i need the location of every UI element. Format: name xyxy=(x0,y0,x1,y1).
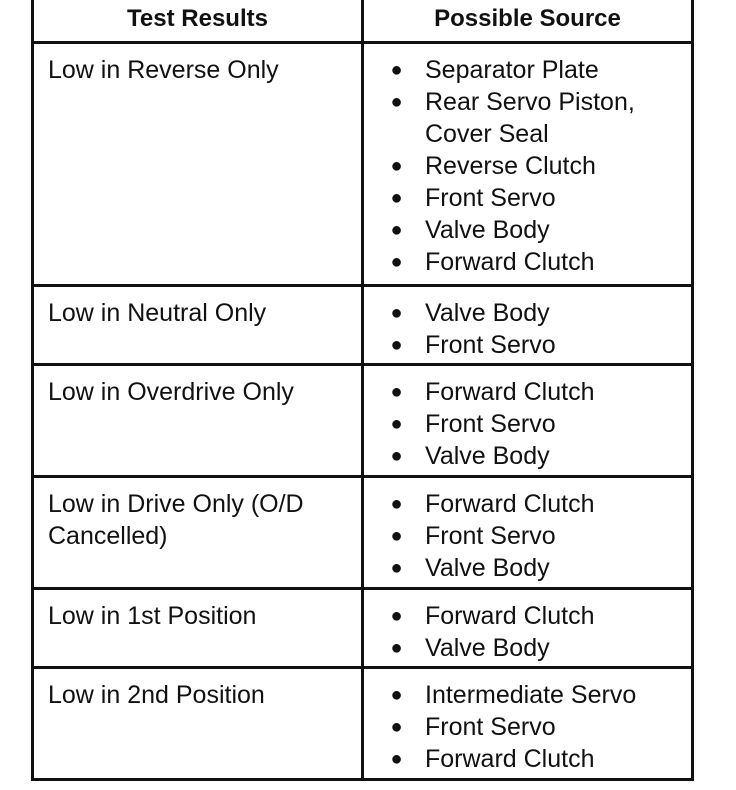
possible-source-cell xyxy=(364,366,691,475)
table-row xyxy=(34,41,691,284)
list-item xyxy=(364,488,691,520)
source-text: Valve Body xyxy=(425,442,550,470)
bullet-icon: ● xyxy=(390,684,403,706)
bullet-icon: ● xyxy=(390,381,403,403)
header-test-results: Test Results xyxy=(34,0,364,41)
test-result-cell: Low in Neutral Only xyxy=(34,287,364,363)
source-text: Rear Servo Piston, Cover Seal xyxy=(425,88,635,148)
source-text: Valve Body xyxy=(425,554,550,582)
list-item xyxy=(364,679,691,711)
test-result-cell: Low in Overdrive Only xyxy=(34,366,364,475)
bullet-icon: ● xyxy=(390,748,403,770)
list-item xyxy=(364,86,691,150)
test-result-cell: Low in 2nd Position xyxy=(34,669,364,778)
list-item xyxy=(364,552,691,584)
bullet-icon: ● xyxy=(390,91,403,113)
source-text: Forward Clutch xyxy=(425,248,595,276)
list-item xyxy=(364,246,691,278)
source-text: Forward Clutch xyxy=(425,490,595,518)
bullet-icon: ● xyxy=(390,493,403,515)
bullet-icon: ● xyxy=(390,334,403,356)
possible-source-cell xyxy=(364,44,691,284)
list-item xyxy=(364,600,691,632)
source-text: Front Servo xyxy=(425,184,556,212)
list-item xyxy=(364,182,691,214)
test-result-cell: Low in Reverse Only xyxy=(34,44,364,284)
bullet-icon: ● xyxy=(390,413,403,435)
possible-source-cell xyxy=(364,478,691,587)
list-item xyxy=(364,711,691,743)
list-item xyxy=(364,329,691,361)
bullet-icon: ● xyxy=(390,716,403,738)
source-text: Valve Body xyxy=(425,634,550,662)
possible-source-cell xyxy=(364,669,691,778)
source-text: Forward Clutch xyxy=(425,745,595,773)
source-list xyxy=(364,54,691,278)
list-item xyxy=(364,54,691,86)
bullet-icon: ● xyxy=(390,59,403,81)
table-row xyxy=(34,363,691,475)
source-text: Front Servo xyxy=(425,410,556,438)
test-result-cell: Low in Drive Only (O/D Cancelled) xyxy=(34,478,364,587)
source-list xyxy=(364,600,691,664)
bullet-icon: ● xyxy=(390,637,403,659)
possible-source-cell xyxy=(364,287,691,363)
source-list xyxy=(364,376,691,472)
source-text: Separator Plate xyxy=(425,56,599,84)
list-item xyxy=(364,408,691,440)
table-row xyxy=(34,666,691,778)
source-text: Forward Clutch xyxy=(425,378,595,406)
bullet-icon: ● xyxy=(390,605,403,627)
source-text: Intermediate Servo xyxy=(425,681,637,709)
list-item xyxy=(364,214,691,246)
table-row xyxy=(34,475,691,587)
source-list xyxy=(364,488,691,584)
possible-source-cell xyxy=(364,590,691,666)
bullet-icon: ● xyxy=(390,155,403,177)
table-header-row xyxy=(34,0,691,41)
source-text: Front Servo xyxy=(425,331,556,359)
diagnosis-table xyxy=(31,0,694,781)
table-row xyxy=(34,284,691,363)
bullet-icon: ● xyxy=(390,187,403,209)
source-text: Forward Clutch xyxy=(425,602,595,630)
bullet-icon: ● xyxy=(390,219,403,241)
bullet-icon: ● xyxy=(390,557,403,579)
list-item xyxy=(364,297,691,329)
bullet-icon: ● xyxy=(390,525,403,547)
source-text: Valve Body xyxy=(425,299,550,327)
bullet-icon: ● xyxy=(390,445,403,467)
test-result-cell: Low in 1st Position xyxy=(34,590,364,666)
bullet-icon: ● xyxy=(390,251,403,273)
source-text: Reverse Clutch xyxy=(425,152,596,180)
list-item xyxy=(364,632,691,664)
list-item xyxy=(364,440,691,472)
header-possible-source: Possible Source xyxy=(434,5,621,32)
bullet-icon: ● xyxy=(390,302,403,324)
source-list xyxy=(364,297,691,361)
list-item xyxy=(364,520,691,552)
list-item xyxy=(364,150,691,182)
source-list xyxy=(364,679,691,775)
list-item xyxy=(364,376,691,408)
list-item xyxy=(364,743,691,775)
source-text: Front Servo xyxy=(425,713,556,741)
source-text: Valve Body xyxy=(425,216,550,244)
source-text: Front Servo xyxy=(425,522,556,550)
table-row xyxy=(34,587,691,666)
